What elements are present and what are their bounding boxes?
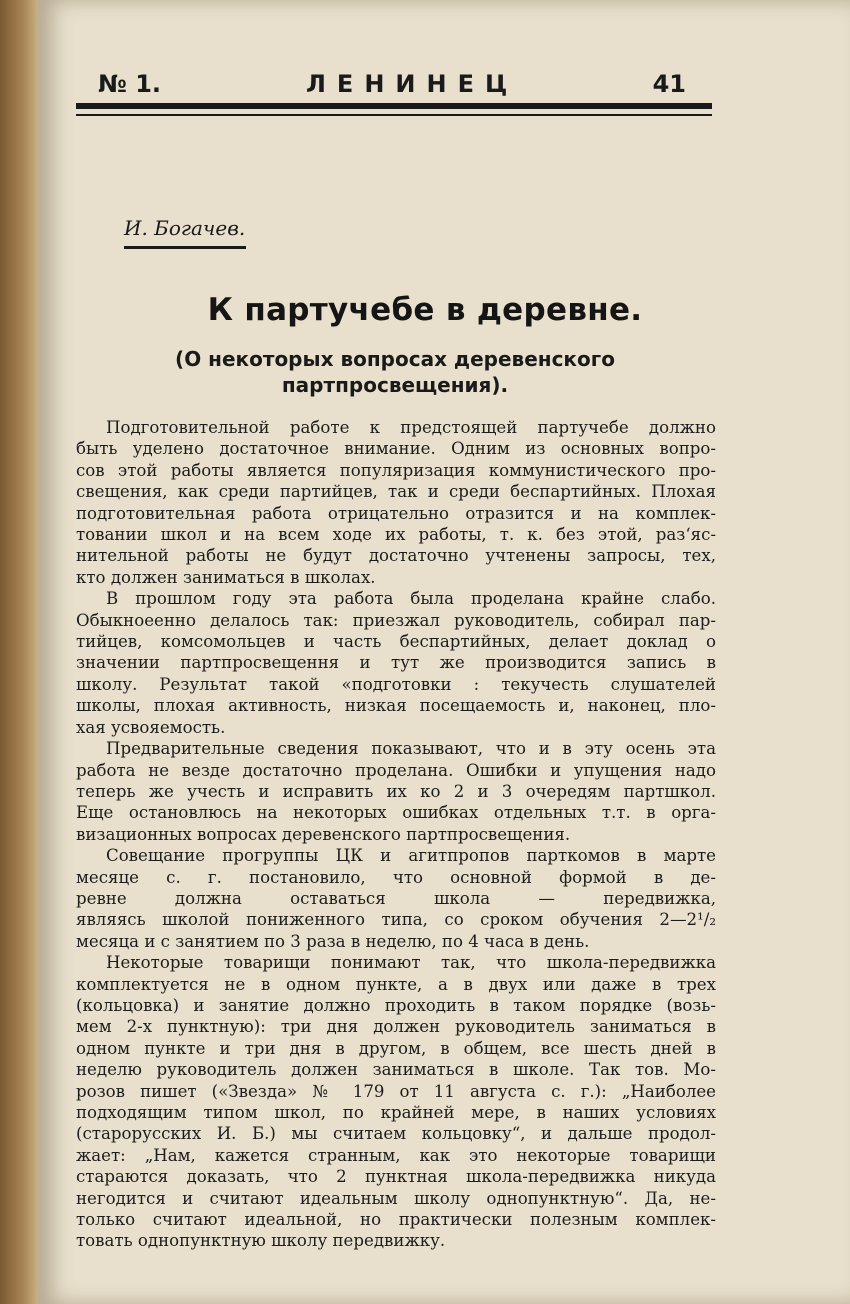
text-line: подготовительная работа отрицательно отразится и на комплек- [76,503,716,523]
article-paragraph [76,845,716,952]
text-line: Обыкноеенно делалось так: приезжал руководитель, собирал пар- [76,610,716,630]
text-line: Некоторые товарищи понимают так, что школа-передвижка [106,953,716,973]
text-line: розов пишет («Звезда» № 179 от 11 августа с. г.): „Наиболее [76,1081,716,1101]
article-body [76,417,716,1252]
subtitle-line: партпросвещения). [281,373,509,397]
journal-title: ЛЕНИНЕЦ [306,70,519,98]
text-line: только считают идеальной, но практически полезным комплек- [76,1210,716,1230]
text-line: нительной работы не будут достаточно учтенены запросы, тех, [76,546,716,566]
book-spine [0,0,40,1304]
text-line: (кольцовка) и занятие должно проходить в таком порядке (возь- [76,995,716,1015]
text-line: месяца и с занятием по 3 раза в неделю, по 4 часа в день. [76,931,590,951]
text-line: являясь школой пониженного типа, со сроком обучения 2—2¹/₂ [76,910,716,930]
text-line: значении партпросвещення и тут же производится запись в [76,653,716,673]
text-line: В прошлом году эта работа была проделана крайне слабо. [106,589,716,609]
text-line: ревне должна оставаться школа — передвижка, [76,888,716,908]
author-underline [124,246,246,249]
text-line: жает: „Нам, кажется странным, как это некоторые товарищи [76,1145,716,1165]
article-paragraph [76,738,716,845]
text-line: тийцев, комсомольцев и часть беспартийных, делает доклад о [76,632,716,652]
text-line: теперь же учесть и исправить их ко 2 и 3 очередям партшкол. [76,781,716,801]
text-line: быть уделено достаточное внимание. Одним из основных вопро- [76,439,716,459]
text-line: хая усвояемость. [76,717,226,737]
article-title: К партучебе в деревне. [207,292,643,328]
text-line: стараются доказать, что 2 пунктная школа-передвижка никуда [76,1167,716,1187]
text-line: одном пункте и три дня в другом, в общем, все шесть дней в [76,1038,716,1058]
article-paragraph [76,588,716,738]
text-line: кто должен заниматься в школах. [76,567,376,587]
text-line: школу. Результат такой «подготовки : текучесть слушателей [76,674,716,694]
article-subtitle [0,346,790,398]
text-line: (старорусских И. Б.) мы считаем кольцовку“, и дальше продол- [76,1124,716,1144]
text-line: визационных вопросах деревенского партпросвещения. [76,824,571,844]
article-paragraph [76,952,716,1252]
text-line: неделю руководитель должен заниматься в школе. Так тов. Мо- [76,1060,716,1080]
text-line: Еще остановлюсь на некоторых ошибках отдельных т.т. в орга- [76,803,716,823]
text-line: сов этой работы является популяризация коммунистического про- [76,460,716,480]
running-header [98,70,690,104]
page-number: 41 [652,70,686,98]
article-paragraph [76,417,716,588]
article-author: И. Богачев. [124,216,246,240]
text-line: товании школ и на всем ходе их работы, т. к. без этой, раз‘яс- [76,525,716,545]
issue-number: № 1. [98,70,162,98]
text-line: комплектуется не в одном пункте, а в двух или даже в трех [76,974,716,994]
text-line: свещения, как среди партийцев, так и среди беспартийных. Плохая [76,482,716,502]
text-line: работа не везде достаточно проделана. Ошибки и упущения надо [76,760,716,780]
subtitle-line: (О некоторых вопросах деревенского [175,347,615,371]
text-line: негодится и считают идеальным школу однопунктную“. Да, не- [76,1188,716,1208]
text-line: месяце с. г. постановило, что основной формой в де- [76,867,716,887]
text-line: Предварительные сведения показывают, что и в эту осень эта [106,739,716,759]
text-line: Совещание прогруппы ЦК и агитпропов парткомов в марте [106,846,716,866]
header-rule-thick [76,103,712,109]
text-line: подходящим типом школ, по крайней мере, в наших условиях [76,1103,716,1122]
text-line: Подготовительной работе к предстоящей партучебе должно [106,418,716,437]
text-line: мем 2-х пунктную): три дня должен руководитель заниматься в [76,1017,716,1037]
text-line: товать однопунктную школу передвижку. [76,1231,446,1251]
text-line: школы, плохая активность, низкая посещаемость и, наконец, пло- [76,696,716,716]
header-rule-thin [76,114,712,116]
